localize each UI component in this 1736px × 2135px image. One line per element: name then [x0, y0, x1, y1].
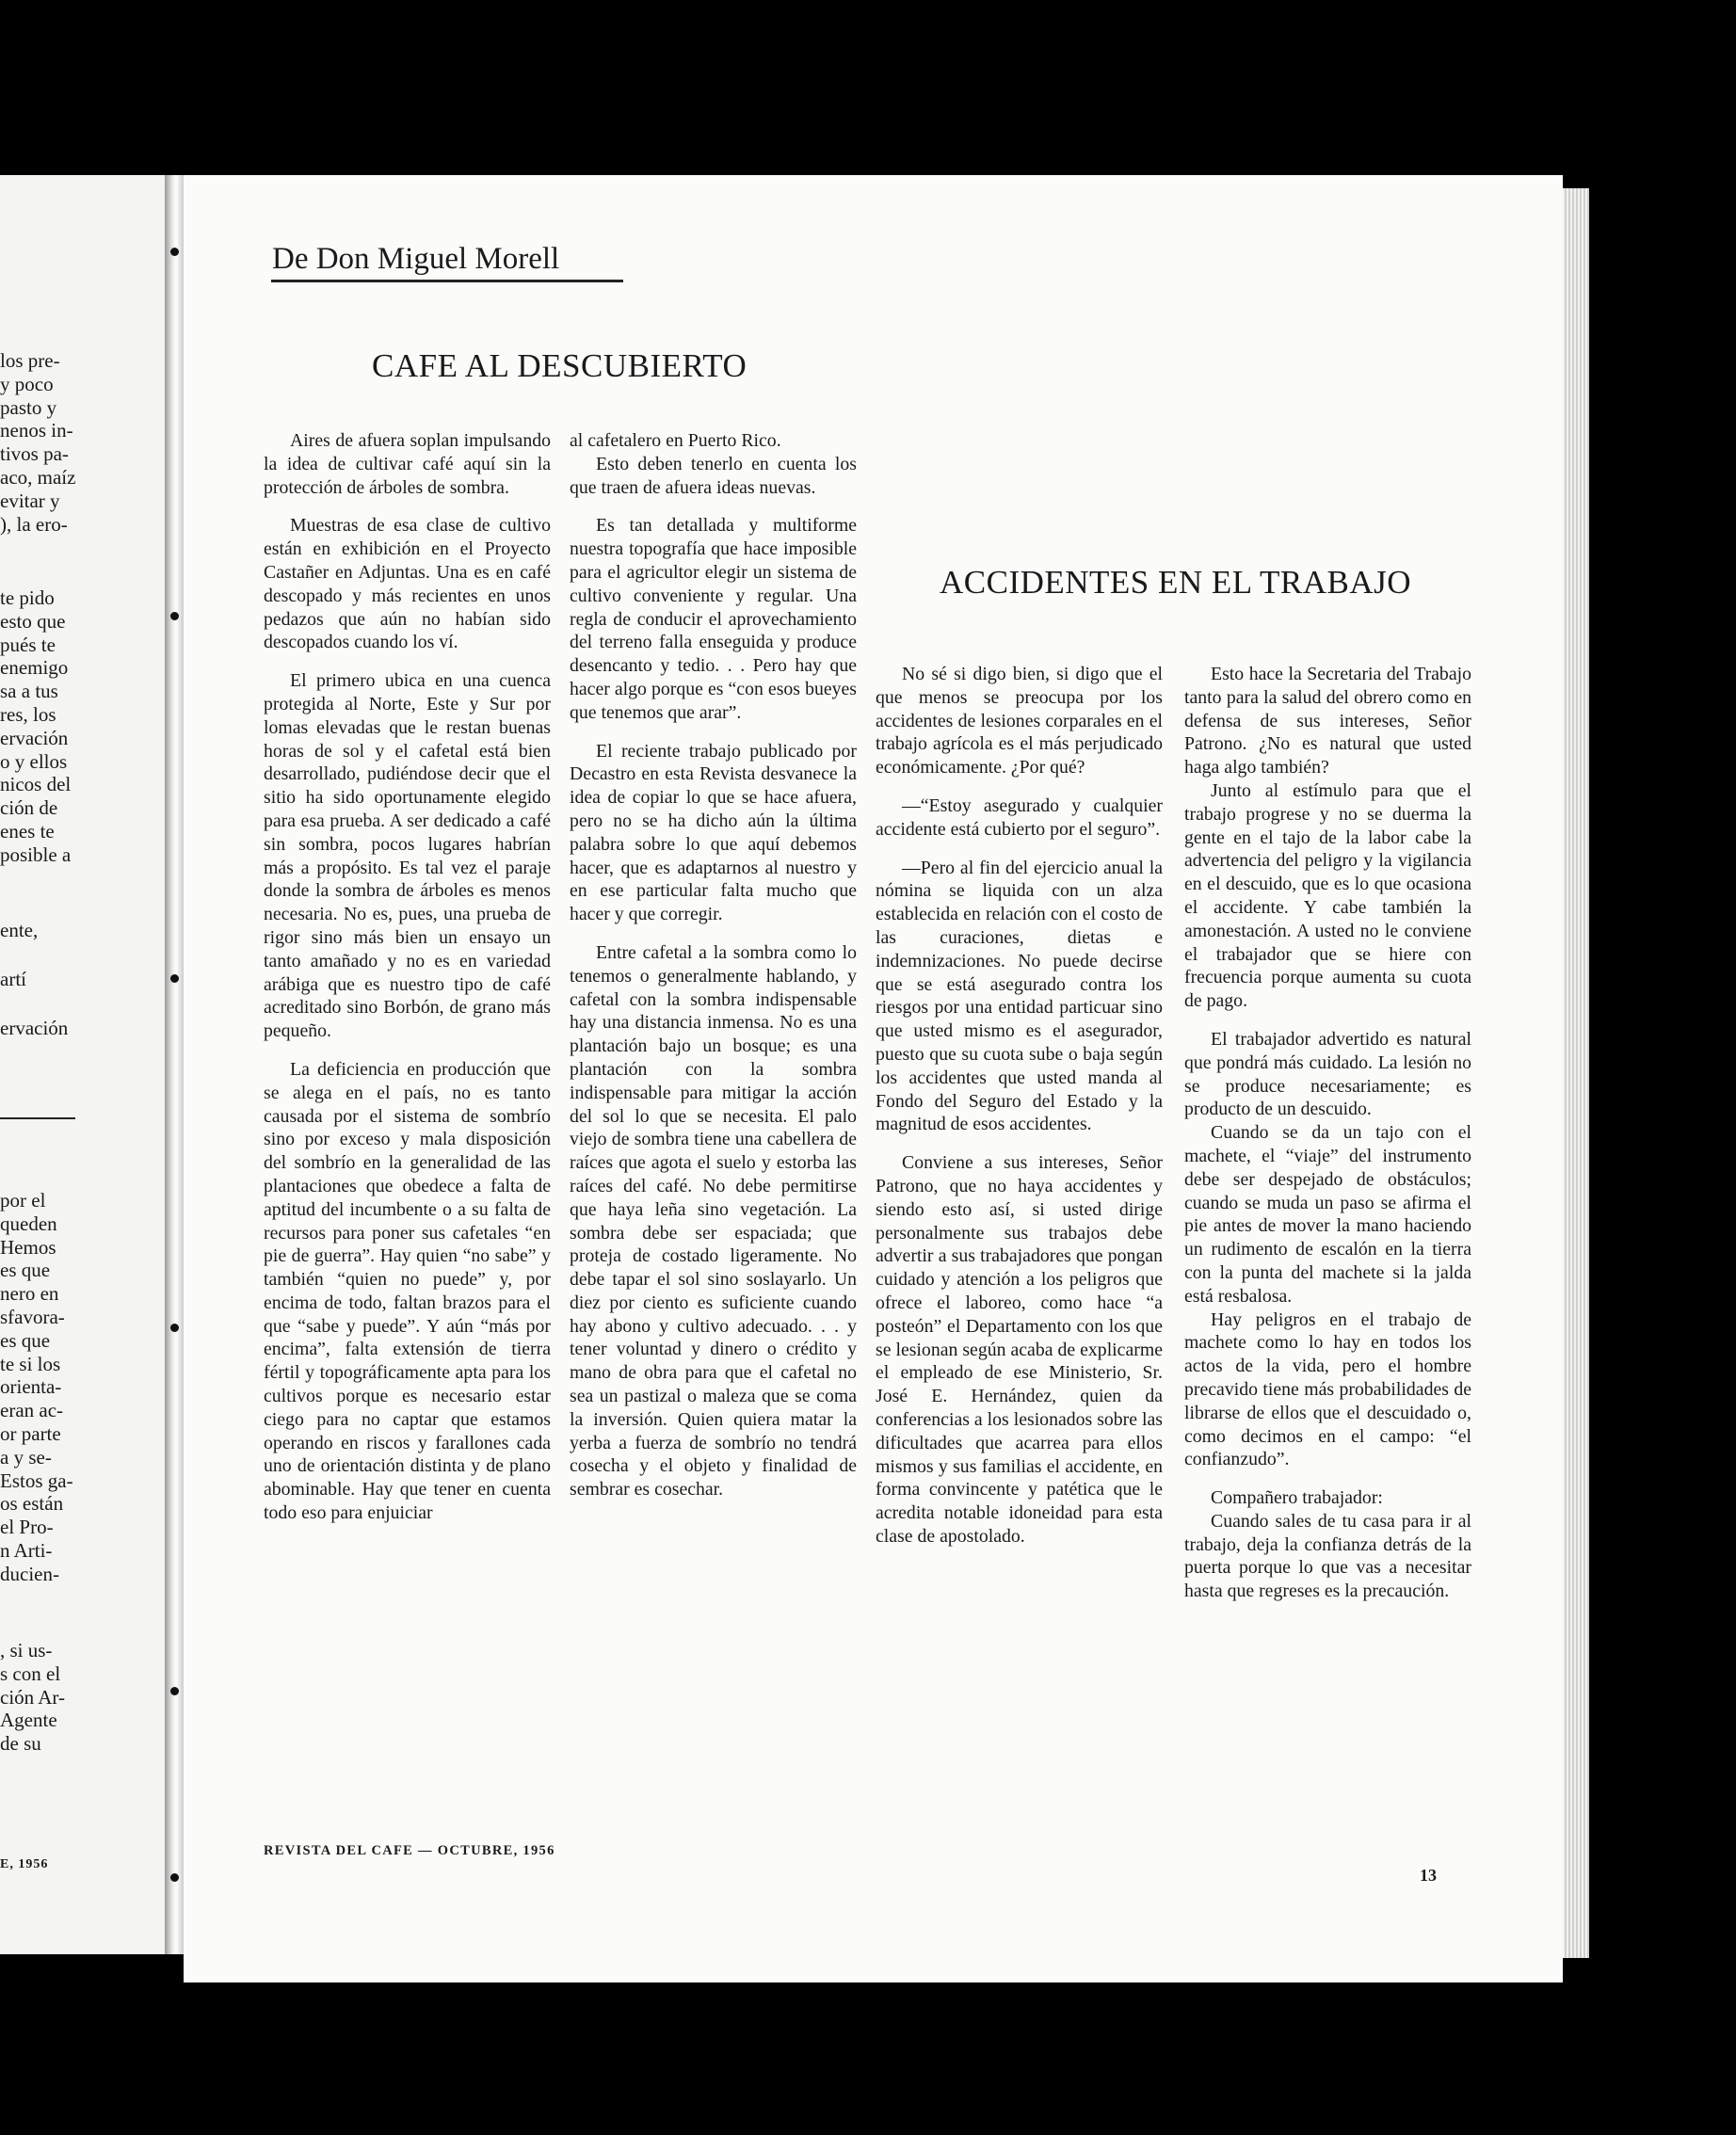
- left-page-line: evitar y: [0, 489, 60, 512]
- left-page-line: ción Ar-: [0, 1685, 65, 1709]
- left-page-line: posible a: [0, 843, 72, 866]
- left-page-fragment-b: [0, 586, 75, 867]
- paragraph: El primero ubica en una cuenca protegida al Norte, Este y Sur por lomas elevadas que le restan buenas horas de sol y el cafetal está bien desarrollado, pudiéndose decir que el sitio ha sido oportunamente elegido para esa prueba. A ser dedicado a café sin sombra, pocos lugares habrían más a propósito. Es tal vez el paraje donde la sombra de árboles es menos necesaria. No es, pues, una prueba de rigor sino más bien un ensayo un tanto amañado y no es en variedad arábiga que es nuestro tipo de café acreditado sino Borbón, de grano más pequeño.: [264, 670, 551, 1042]
- paragraph: Junto al estímulo para que el trabajo progrese y no se duerma la gente en el tajo de la labor cabe la advertencia del peligro y la vigilancia en el descuido, que es lo que ocasiona el accidente. Y cabe también la amonestación. A usted no le conviene el trabajador que se hiere con frecuencia porque aumenta su cuota de pago.: [1184, 779, 1471, 1012]
- page-stack-edge: [1561, 188, 1589, 1958]
- left-page-line: s con el: [0, 1661, 61, 1685]
- left-page-line: nicos del: [0, 773, 72, 796]
- paragraph: al cafetalero en Puerto Rico.: [570, 430, 781, 451]
- left-page-line: o y ellos: [0, 749, 68, 773]
- paragraph: Aires de afuera soplan impulsando la idea de cultivar café aquí sin la protección de árboles de sombra.: [264, 430, 551, 498]
- left-page-line: enes te: [0, 819, 55, 843]
- left-page-line: pasto y: [0, 395, 57, 419]
- left-page-line: artí: [0, 968, 26, 990]
- paragraph: Entre cafetal a la sombra como lo tenemos o generalmente hablando, y cafetal con la sombra indispensable hay una distancia inmensa. No es una plantación bajo un bosque; es una plantación con la sombra indispensable para mitigar la acción del sol lo que se necesita. El palo viejo de sombra tiene una cabellera de raíces que agota el suelo y estorba las raíces del café. No debe permitirse que haya leña sino vegetación. La sombra debe ser espaciada; que proteja de costado ligeramente. No debe tapar el sol sino soslayarlo. Un diez por ciento es suficiente cuando hay abono y cultivo adecuado. . . y tener voluntad y dinero o crédito y mano de obra para que el cafetal no sea un pastizal o maleza que se coma la inversión. Quien quiera matar la yerba a fuerza de sombrío no tendrá cosecha y el objeto y finalidad de sembrar es cosechar.: [570, 941, 857, 1501]
- left-page-fragment-a: [0, 349, 75, 536]
- paragraph: —“Estoy asegurado y cualquier accidente está cubierto por el seguro”.: [876, 795, 1163, 840]
- left-page-fragment-g: [0, 1639, 75, 1756]
- left-page-line: es que: [0, 1328, 51, 1352]
- left-page-line: ervación: [0, 1017, 69, 1039]
- paragraph: El reciente trabajo publicado por Decastro en esta Revista desvanece la idea de copiar lo que se hace afuera, pero no se ha dicho aún la última palabra sobre lo que aquí debemos hacer, que es adaptarnos al nuestro y en ese particular falta mucho que hacer y que corregir.: [570, 740, 857, 925]
- left-page-line: nenos in-: [0, 419, 73, 442]
- left-page-line: por el: [0, 1189, 46, 1212]
- left-page-line: ), la ero-: [0, 512, 68, 536]
- article-cafe-column-2: [570, 429, 857, 1517]
- paragraph: Esto hace la Secretaria del Trabajo tanto para la salud del obrero como en defensa de sus intereses, Señor Patrono. ¿No es natural que usted haga algo también?: [1184, 664, 1471, 779]
- author-byline: De Don Miguel Morell: [272, 242, 560, 276]
- paragraph: Esto deben tenerlo en cuenta los que traen de afuera ideas nuevas.: [570, 453, 857, 498]
- left-page-line: orienta-: [0, 1375, 62, 1399]
- left-facing-page: [0, 175, 184, 1954]
- page-number: 13: [1420, 1866, 1437, 1885]
- left-page-line: ervación: [0, 726, 69, 749]
- paragraph: —Pero al fin del ejercicio anual la nómina se liquida con un alza establecida en relación con el costo de las curaciones, dietas e indemnizaciones. No puede decirse que se está asegurado contra los riesgos por una entidad particuar sino que usted mismo es el asegurador, puesto que su cuota sube o baja según los accidentes que usted manda al Fondo del Seguro del Estado y la magnitud de esos accidentes.: [876, 857, 1163, 1135]
- left-page-line: y poco: [0, 372, 54, 395]
- left-page-line: esto que: [0, 609, 66, 633]
- left-page-line: enemigo: [0, 656, 69, 680]
- binding-hole: [170, 1687, 179, 1695]
- paragraph: Es tan detallada y multiforme nuestra topografía que hace imposible para el agricultor elegir un sistema de cultivo conveniente y regular. Una regla de conducir el aprovechamiento del terreno falla enseguida y produce desencanto y tedio. . . Pero hay que hacer algo porque es “con esos bueyes que tenemos que arar”.: [570, 515, 857, 723]
- left-page-line: or parte: [0, 1421, 61, 1445]
- left-page-line: te si los: [0, 1352, 61, 1375]
- paragraph: Conviene a sus intereses, Señor Patrono, que no haya accidentes y siendo esto así, si usted dirige personalmente sus trabajos debe advertir a sus trabajadores que pongan cuidado y atención a los peligros que ofrece el laboreo, como hace “a posteón” el Departamento con los que se lesionan según acaba de explicarme el empleado de ese Ministerio, Sr. José E. Hernández, quien da conferencias a los lesionados sobre las dificultades que acarrea para ellos mismos y sus familias el accidente, en forma convincente y patética que le acredita notable idoneidad para esta clase de apostolado.: [876, 1152, 1163, 1547]
- left-page-fragment-f: [0, 1189, 75, 1586]
- left-page-line: Hemos: [0, 1235, 56, 1259]
- page-footer: REVISTA DEL CAFE — OCTUBRE, 1956: [264, 1843, 555, 1858]
- paragraph: Compañero trabajador:: [1211, 1487, 1383, 1509]
- article-cafe-column-1: [264, 429, 551, 1540]
- left-page-line: ente,: [0, 919, 39, 941]
- left-page-line: Estos ga-: [0, 1469, 73, 1492]
- binding-hole: [170, 1324, 179, 1332]
- left-page-line: a y se-: [0, 1445, 52, 1469]
- left-page-divider: [0, 1117, 75, 1119]
- binding-hole: [170, 1873, 179, 1882]
- article-accidentes-column-2: [1184, 663, 1471, 1618]
- left-page-line: los pre-: [0, 349, 60, 372]
- paragraph: Cuando sales de tu casa para ir al trabajo, deja la confianza detrás de la puerta porque lo que vas a necesitar hasta que regreses es la precaución.: [1184, 1510, 1471, 1602]
- paragraph: Muestras de esa clase de cultivo están en exhibición en el Proyecto Castañer en Adjuntas. Una es en café descopado y más recientes en unos pedazos que aún no habían sido descopados cuando los ví.: [264, 515, 551, 653]
- left-page-line: Agente: [0, 1709, 57, 1732]
- left-page-line: es que: [0, 1259, 51, 1282]
- left-page-line: aco, maíz: [0, 465, 75, 489]
- binding-hole: [170, 612, 179, 620]
- paragraph: El trabajador advertido es natural que pondrá más cuidado. La lesión no se produce necesariamente; es producto de un descuido.: [1184, 1028, 1471, 1120]
- left-page-footer: E, 1956: [0, 1857, 49, 1871]
- left-page-line: , si us-: [0, 1639, 53, 1661]
- left-page-line: el Pro-: [0, 1516, 54, 1539]
- left-page-line: res, los: [0, 702, 56, 726]
- article-accidentes-column-1: [876, 663, 1163, 1564]
- left-page-line: tivos pa-: [0, 442, 69, 466]
- left-page-line: ducien-: [0, 1562, 59, 1585]
- binding-hole: [170, 248, 179, 256]
- left-page-line: te pido: [0, 586, 55, 609]
- left-page-line: nero en: [0, 1282, 59, 1306]
- paragraph: La deficiencia en producción que se alega en el país, no es tanto causada por el sistema de sombrío sino por exceso y mala disposición del sombrío en la generalidad de las plantaciones que obedece a falta de aptitud del incumbente o a su falta de recursos para poner sus cafetales “en pie de guerra”. Hay quien “no sabe” y también “quien no puede” y, por encima de todo, faltan brazos para el que “sabe y puede”. Y aún “más por encima”, falta extensión de tierra fértil y topográficamente apta para los cultivos porque es necesario estar ciego para no captar que estamos operando en riscos y farallones cada uno de orientación distinta y de plano abominable. Hay que tener en cuenta todo eso para enjuiciar: [264, 1058, 551, 1524]
- left-page-line: sa a tus: [0, 680, 58, 703]
- left-page-line: pués te: [0, 633, 56, 656]
- paragraph: Cuando se da un tajo con el machete, el “viaje” del instrumento debe ser despejado de obstáculos; cuando se muda un paso se afirma el pie antes de mover la mano haciendo un rudimento de escalón en la tierra con la punta del machete si la jalda está resbalosa.: [1184, 1122, 1471, 1307]
- left-page-line: ción de: [0, 796, 58, 820]
- left-page-line: eran ac-: [0, 1399, 64, 1422]
- binding-hole: [170, 974, 179, 983]
- left-page-line: os están: [0, 1492, 64, 1516]
- paragraph: No sé si digo bien, si digo que el que menos se preocupa por los accidentes de lesiones corparales en el trabajo agrícola es el más perjudicado económicamente. ¿Por qué?: [876, 664, 1163, 779]
- article-title-cafe: CAFE AL DESCUBIERTO: [372, 347, 747, 384]
- left-page-line: de su: [0, 1732, 41, 1756]
- byline-underline: [271, 280, 623, 282]
- left-page-line: n Arti-: [0, 1538, 53, 1562]
- paragraph: Hay peligros en el trabajo de machete como lo hay en todos los actos de la vida, pero el hombre precavido tiene más probabilidades de librarse de ellos que el descuidado o, como decimos en el campo: “el confianzudo”.: [1184, 1308, 1471, 1470]
- left-page-line: queden: [0, 1212, 57, 1235]
- left-page-line: sfavora-: [0, 1305, 65, 1328]
- article-title-accidentes: ACCIDENTES EN EL TRABAJO: [940, 564, 1412, 601]
